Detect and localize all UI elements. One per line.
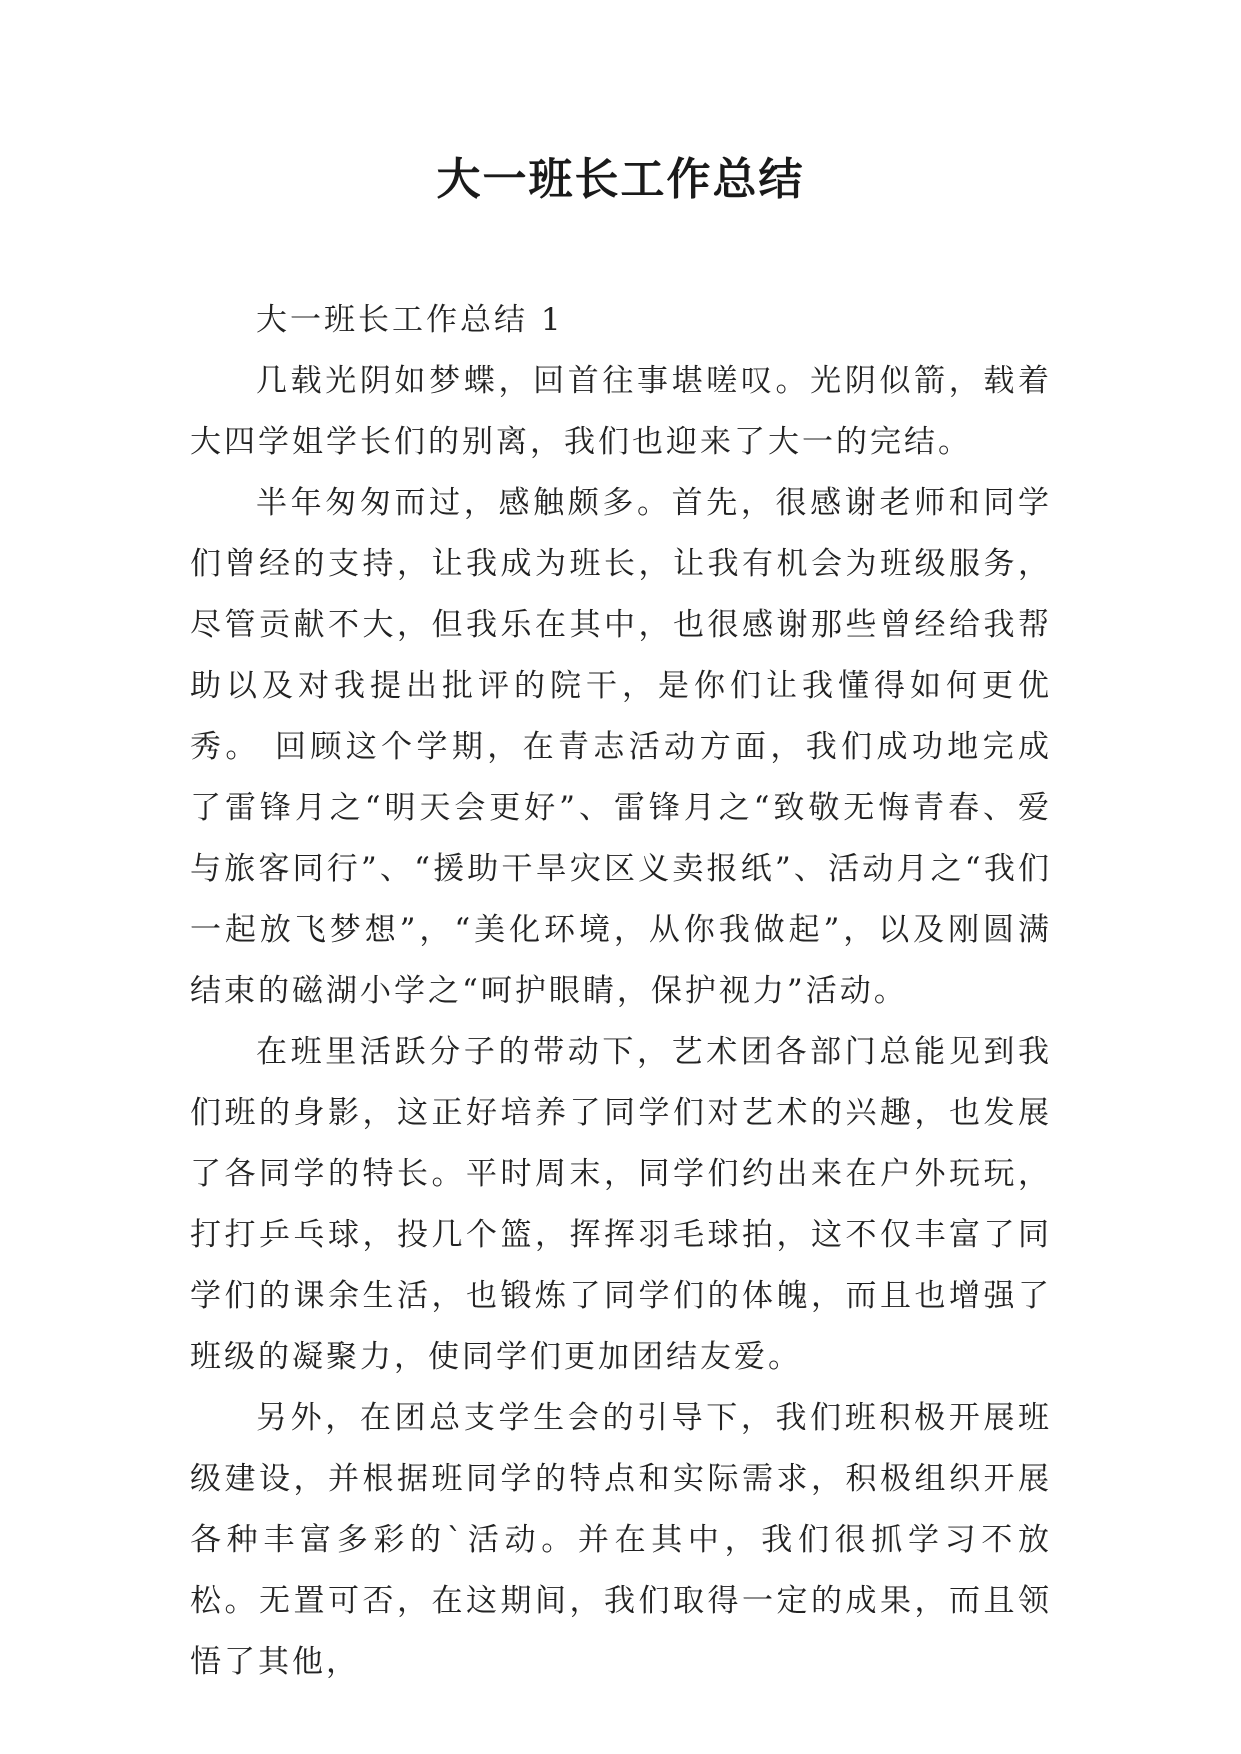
document-body [190, 290, 1052, 1693]
paragraph: 几载光阴如梦蝶，回首往事堪嗟叹。光阴似箭，载着大四学姐学长们的别离，我们也迎来了大一的完结。 [190, 363, 1052, 460]
paragraph: 另外，在团总支学生会的引导下，我们班积极开展班级建设，并根据班同学的特点和实际需求，积极组织开展各种丰富多彩的`活动。并在其中，我们很抓学习不放松。无置可否，在这期间，我们取得一定的成果，而且领悟了其他， [190, 1400, 1052, 1680]
paragraph: 半年匆匆而过，感触颇多。首先，很感谢老师和同学们曾经的支持，让我成为班长，让我有机会为班级服务，尽管贡献不大，但我乐在其中，也很感谢那些曾经给我帮助以及对我提出批评的院干，是你们让我懂得如何更优秀。 回顾这个学期，在青志活动方面，我们成功地完成了雷锋月之“明天会更好”、雷锋月之“致敬无悔青春、爱与旅客同行”、“援助干旱灾区义卖报纸”、活动月之“我们一起放飞梦想”，“美化环境，从你我做起”，以及刚圆满结束的磁湖小学之“呵护眼睛，保护视力”活动。 [190, 485, 1052, 1009]
section-heading: 大一班长工作总结 1 [256, 302, 564, 338]
paragraph: 在班里活跃分子的带动下，艺术团各部门总能见到我们班的身影，这正好培养了同学们对艺术的兴趣，也发展了各同学的特长。平时周末，同学们约出来在户外玩玩，打打乒乓球，投几个篮，挥挥羽毛球拍，这不仅丰富了同学们的课余生活，也锻炼了同学们的体魄，而且也增强了班级的凝聚力，使同学们更加团结友爱。 [190, 1034, 1052, 1375]
document-title: 大一班长工作总结 [436, 154, 805, 205]
